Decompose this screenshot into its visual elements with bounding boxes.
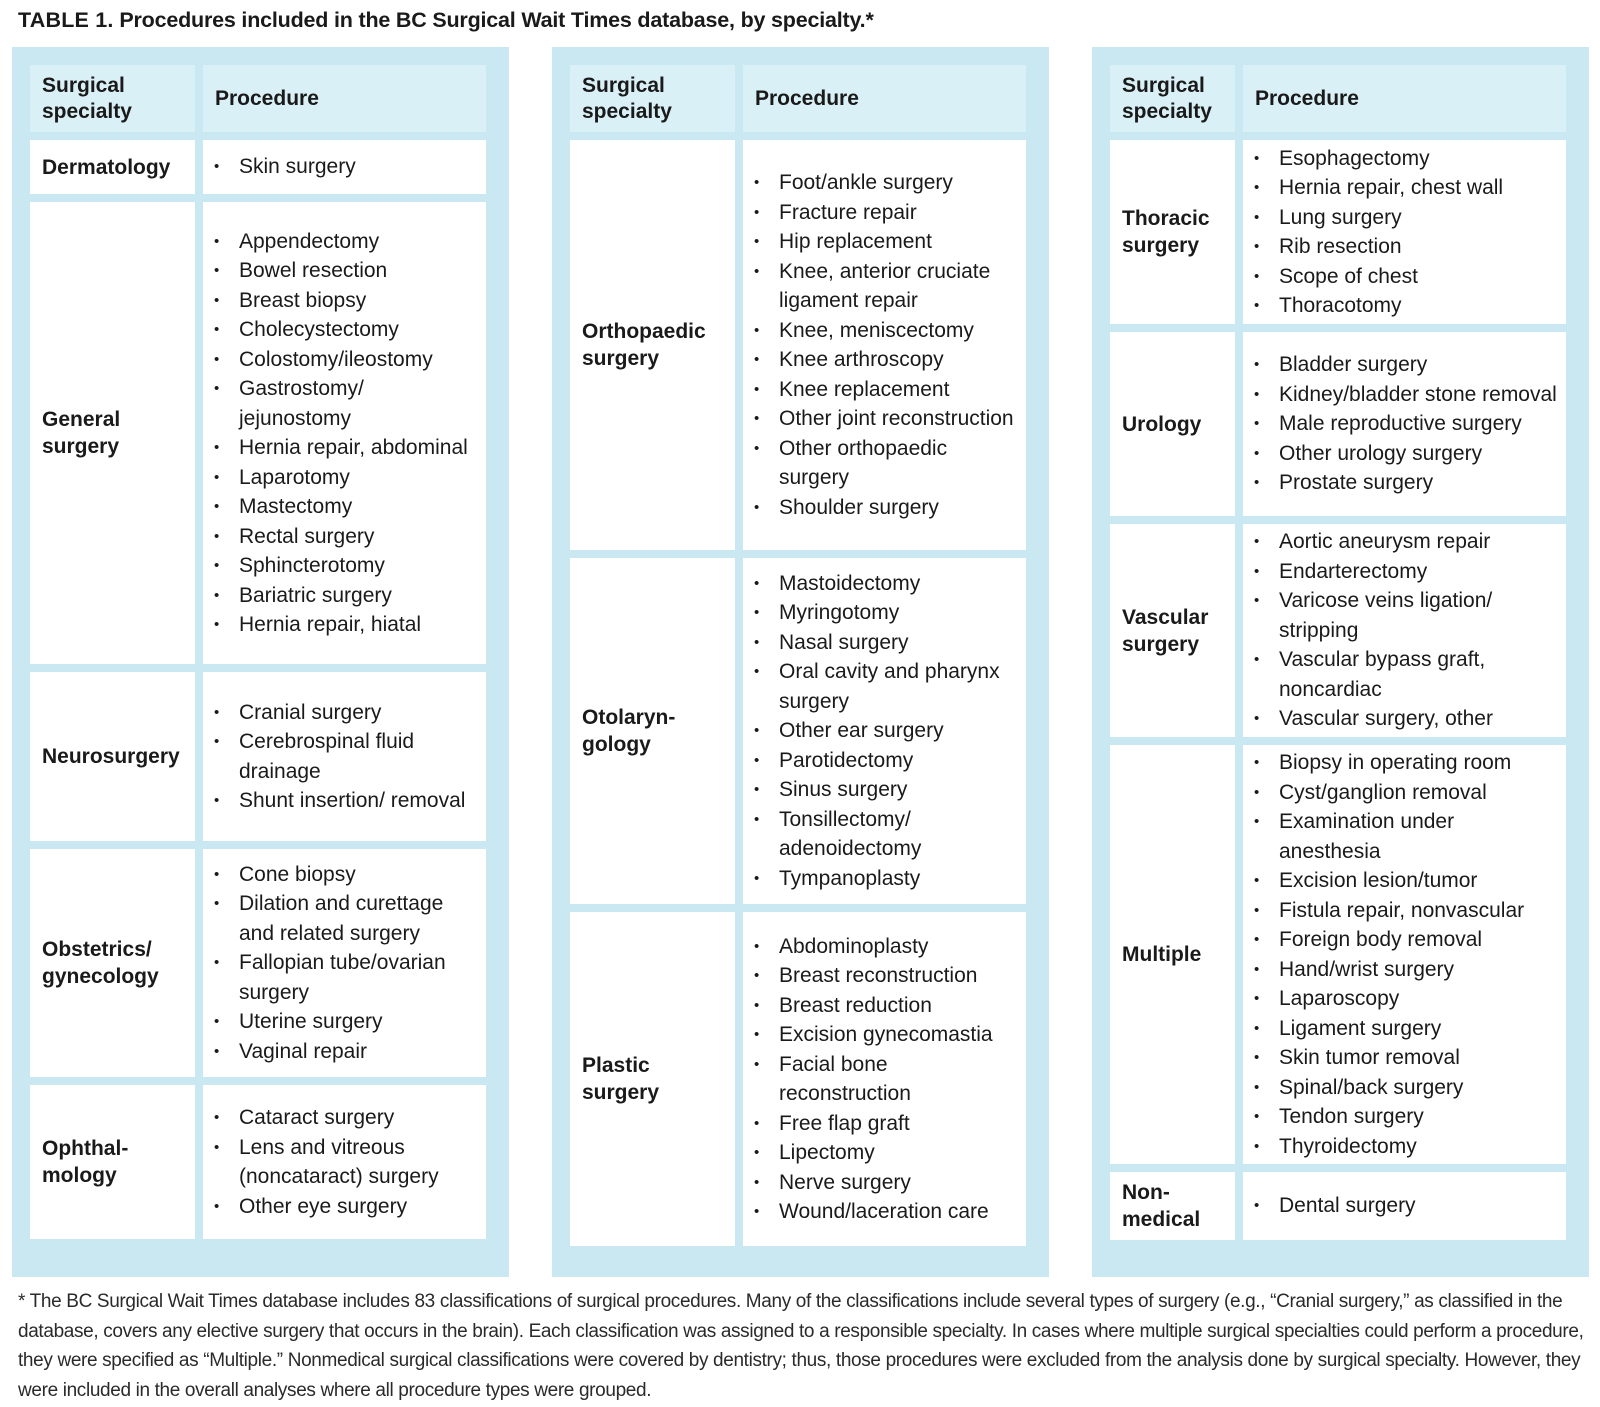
procedure-item: • Oral cavity and pharynx surgery bbox=[779, 657, 1018, 716]
specialty-cell: Multiple bbox=[1110, 745, 1235, 1164]
procedure-item: • Kidney/bladder stone removal bbox=[1279, 380, 1558, 410]
procedure-item: • Cyst/ganglion removal bbox=[1279, 778, 1558, 808]
procedure-item: • Wound/laceration care bbox=[779, 1197, 1018, 1227]
procedure-item: • Other joint reconstruction bbox=[779, 404, 1018, 434]
procedure-item: • Hernia repair, abdominal bbox=[239, 433, 478, 463]
procedure-list bbox=[203, 1085, 486, 1239]
procedure-list bbox=[203, 672, 486, 841]
procedure-item: • Skin tumor removal bbox=[1279, 1043, 1558, 1073]
procedure-item: • Endarterectomy bbox=[1279, 557, 1558, 587]
procedure-list bbox=[743, 912, 1026, 1246]
procedure-item: • Knee, anterior cruciate ligament repair bbox=[779, 257, 1018, 316]
procedure-item: • Esophagectomy bbox=[1279, 144, 1558, 174]
procedure-item: • Tonsillectomy/ adenoidectomy bbox=[779, 805, 1018, 864]
procedure-item: • Foreign body removal bbox=[1279, 925, 1558, 955]
header-specialty: Surgical specialty bbox=[570, 65, 735, 132]
specialty-cell: General surgery bbox=[30, 202, 195, 664]
procedure-item: • Other orthopaedic surgery bbox=[779, 434, 1018, 493]
procedure-item: • Ligament surgery bbox=[1279, 1014, 1558, 1044]
procedure-item: • Appendectomy bbox=[239, 227, 478, 257]
procedure-item: • Hernia repair, hiatal bbox=[239, 610, 478, 640]
procedure-item: • Thyroidectomy bbox=[1279, 1132, 1558, 1162]
procedure-item: • Uterine surgery bbox=[239, 1007, 478, 1037]
procedure-item: • Sinus surgery bbox=[779, 775, 1018, 805]
procedure-item: • Colostomy/ileostomy bbox=[239, 345, 478, 375]
procedure-list bbox=[1243, 524, 1566, 737]
specialty-cell: Ophthal-mology bbox=[30, 1085, 195, 1239]
procedure-item: • Fallopian tube/ovarian surgery bbox=[239, 948, 478, 1007]
procedure-item: • Nerve surgery bbox=[779, 1168, 1018, 1198]
specialty-cell: Dermatology bbox=[30, 140, 195, 194]
procedure-item: • Lipectomy bbox=[779, 1138, 1018, 1168]
procedure-item: • Varicose veins ligation/ stripping bbox=[1279, 586, 1558, 645]
procedure-item: • Bladder surgery bbox=[1279, 350, 1558, 380]
header-procedure: Procedure bbox=[1243, 65, 1566, 132]
table-grid-2 bbox=[570, 65, 1026, 1246]
procedure-item: • Sphincterotomy bbox=[239, 551, 478, 581]
procedure-list bbox=[203, 140, 486, 194]
procedure-item: • Knee, meniscectomy bbox=[779, 316, 1018, 346]
table-grid-3 bbox=[1110, 65, 1566, 1240]
procedure-item: • Mastectomy bbox=[239, 492, 478, 522]
procedure-item: • Cone biopsy bbox=[239, 860, 478, 890]
table-grid-1 bbox=[30, 65, 486, 1239]
procedure-list bbox=[743, 140, 1026, 550]
procedure-item: • Shunt insertion/ removal bbox=[239, 786, 478, 816]
procedure-item: • Free flap graft bbox=[779, 1109, 1018, 1139]
specialty-cell: Plastic surgery bbox=[570, 912, 735, 1246]
procedure-item: • Rib resection bbox=[1279, 232, 1558, 262]
procedure-item: • Laparoscopy bbox=[1279, 984, 1558, 1014]
procedure-item: • Breast biopsy bbox=[239, 286, 478, 316]
table-panel-1 bbox=[12, 47, 509, 1277]
procedure-item: • Spinal/back surgery bbox=[1279, 1073, 1558, 1103]
procedure-list bbox=[1243, 140, 1566, 324]
procedure-item: • Vaginal repair bbox=[239, 1037, 478, 1067]
procedure-item: • Cranial surgery bbox=[239, 698, 478, 728]
procedure-item: • Other ear surgery bbox=[779, 716, 1018, 746]
specialty-cell: Neurosurgery bbox=[30, 672, 195, 841]
procedure-item: • Hip replacement bbox=[779, 227, 1018, 257]
procedure-item: • Male reproductive surgery bbox=[1279, 409, 1558, 439]
procedure-item: • Bowel resection bbox=[239, 256, 478, 286]
procedure-item: • Gastrostomy/ jejunostomy bbox=[239, 374, 478, 433]
specialty-cell: Urology bbox=[1110, 332, 1235, 516]
procedure-item: • Dental surgery bbox=[1279, 1191, 1558, 1221]
procedure-item: • Hand/wrist surgery bbox=[1279, 955, 1558, 985]
procedure-item: • Prostate surgery bbox=[1279, 468, 1558, 498]
header-procedure: Procedure bbox=[743, 65, 1026, 132]
procedure-list bbox=[743, 558, 1026, 904]
procedure-item: • Breast reconstruction bbox=[779, 961, 1018, 991]
procedure-item: • Knee replacement bbox=[779, 375, 1018, 405]
specialty-cell: Vascular surgery bbox=[1110, 524, 1235, 737]
procedure-item: • Cataract surgery bbox=[239, 1103, 478, 1133]
procedure-item: • Scope of chest bbox=[1279, 262, 1558, 292]
procedure-item: • Lens and vitreous (noncataract) surgery bbox=[239, 1133, 478, 1192]
specialty-cell: Otolaryn-gology bbox=[570, 558, 735, 904]
procedure-item: • Myringotomy bbox=[779, 598, 1018, 628]
specialty-cell: Obstetrics/ gynecology bbox=[30, 849, 195, 1077]
procedure-item: • Hernia repair, chest wall bbox=[1279, 173, 1558, 203]
procedure-item: • Lung surgery bbox=[1279, 203, 1558, 233]
procedure-item: • Parotidectomy bbox=[779, 746, 1018, 776]
procedure-item: • Laparotomy bbox=[239, 463, 478, 493]
procedure-item: • Vascular surgery, other bbox=[1279, 704, 1558, 734]
procedure-item: • Cholecystectomy bbox=[239, 315, 478, 345]
header-specialty: Surgical specialty bbox=[1110, 65, 1235, 132]
procedure-item: • Shoulder surgery bbox=[779, 493, 1018, 523]
procedure-item: • Dilation and curettage and related surgery bbox=[239, 889, 478, 948]
procedure-list bbox=[1243, 745, 1566, 1164]
procedure-item: • Breast reduction bbox=[779, 991, 1018, 1021]
procedure-item: • Skin surgery bbox=[239, 152, 478, 182]
table-label: TABLE 1. bbox=[18, 8, 114, 32]
table-footnote: * The BC Surgical Wait Times database includes 83 classifications of surgical procedures. Many of the classifications include several types of surgery (e.g., “Cranial surgery,” as classified in the database, covers any elective surgery that occurs in the brain). Each classification was assigned to a responsible specialty. In cases where multiple surgical specialties could perform a procedure, they were specified as “Multiple.” Nonmedical surgical classifications were covered by dentistry; thus, those procedures were excluded from the analysis done by surgical specialty. However, they were included in the overall analyses where all procedure types were grouped. bbox=[18, 1291, 1584, 1401]
procedure-item: • Foot/ankle surgery bbox=[779, 168, 1018, 198]
procedure-item: • Mastoidectomy bbox=[779, 569, 1018, 599]
procedure-item: • Examination under anesthesia bbox=[1279, 807, 1558, 866]
procedure-item: • Nasal surgery bbox=[779, 628, 1018, 658]
procedure-item: • Vascular bypass graft, noncardiac bbox=[1279, 645, 1558, 704]
procedure-item: • Fracture repair bbox=[779, 198, 1018, 228]
procedure-list bbox=[1243, 332, 1566, 516]
specialty-cell: Non-medical bbox=[1110, 1172, 1235, 1240]
procedure-item: • Thoracotomy bbox=[1279, 291, 1558, 321]
procedure-item: • Cerebrospinal fluid drainage bbox=[239, 727, 478, 786]
table-panel-3 bbox=[1092, 47, 1589, 1277]
procedure-item: • Biopsy in operating room bbox=[1279, 748, 1558, 778]
procedure-item: • Facial bone reconstruction bbox=[779, 1050, 1018, 1109]
procedure-item: • Knee arthroscopy bbox=[779, 345, 1018, 375]
procedure-list bbox=[203, 849, 486, 1077]
table-panel-2 bbox=[552, 47, 1049, 1277]
procedure-item: • Other urology surgery bbox=[1279, 439, 1558, 469]
procedure-item: • Excision lesion/tumor bbox=[1279, 866, 1558, 896]
procedure-item: • Tympanoplasty bbox=[779, 864, 1018, 894]
specialty-cell: Thoracic surgery bbox=[1110, 140, 1235, 324]
procedure-item: • Abdominoplasty bbox=[779, 932, 1018, 962]
table-caption: Procedures included in the BC Surgical Wait Times database, by specialty.* bbox=[119, 8, 874, 32]
procedure-item: • Rectal surgery bbox=[239, 522, 478, 552]
procedure-item: • Other eye surgery bbox=[239, 1192, 478, 1222]
specialty-cell: Orthopaedic surgery bbox=[570, 140, 735, 550]
procedure-item: • Bariatric surgery bbox=[239, 581, 478, 611]
procedure-item: • Aortic aneurysm repair bbox=[1279, 527, 1558, 557]
procedure-item: • Fistula repair, nonvascular bbox=[1279, 896, 1558, 926]
procedure-item: • Excision gynecomastia bbox=[779, 1020, 1018, 1050]
header-procedure: Procedure bbox=[203, 65, 486, 132]
procedure-list bbox=[1243, 1172, 1566, 1240]
header-specialty: Surgical specialty bbox=[30, 65, 195, 132]
procedure-item: • Tendon surgery bbox=[1279, 1102, 1558, 1132]
table-title bbox=[18, 8, 874, 33]
procedure-list bbox=[203, 202, 486, 664]
